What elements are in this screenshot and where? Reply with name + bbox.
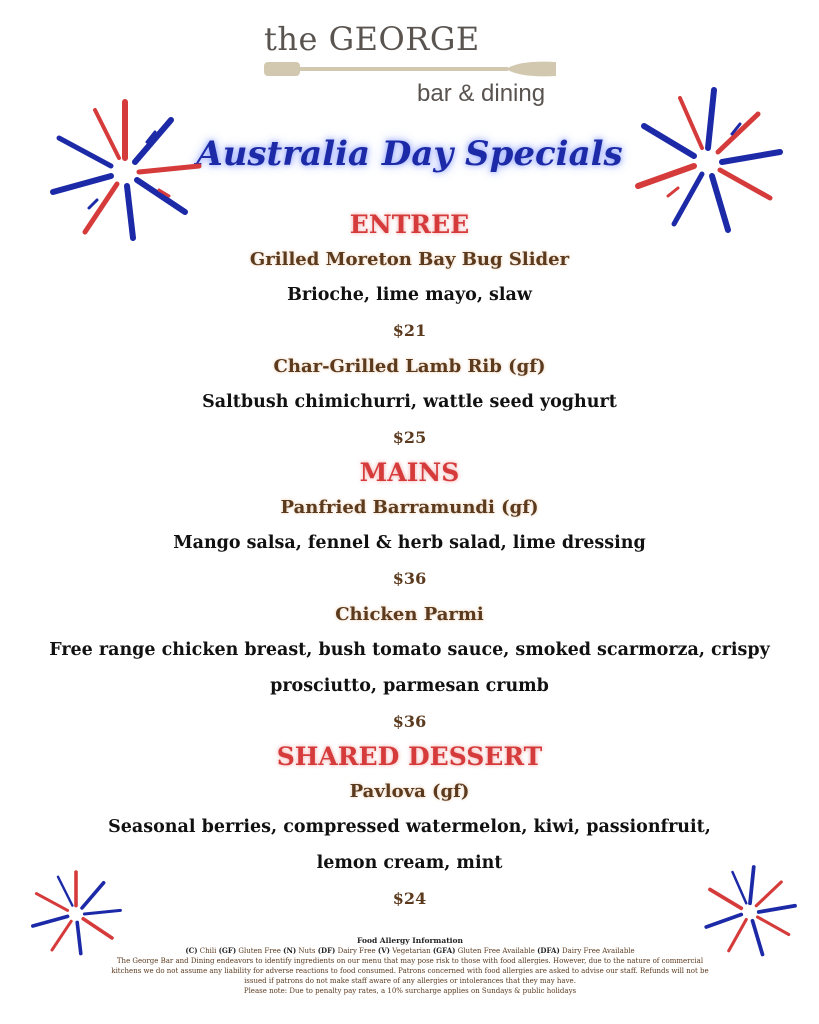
allergy-code: (DF) [317,946,336,955]
allergy-code: (C) [185,946,198,955]
dish-description: Mango salsa, fennel & herb salad, lime dressing [173,533,646,553]
section-heading-mains: MAINS [359,458,460,487]
allergy-label: Dairy Free [337,947,376,955]
page-title: Australia Day Specials [196,134,623,174]
george-logo [262,18,562,108]
allergy-codes [110,946,710,956]
section-heading-entree: ENTREE [349,210,470,239]
allergy-info [110,936,710,996]
dish-price: $36 [392,569,427,588]
allergy-label: Chili [199,947,217,955]
allergy-label: Gluten Free [238,947,281,955]
dish-description: Saltbush chimichurri, wattle seed yoghurt [202,392,617,412]
dish-description: Free range chicken breast, bush tomato sauce, smoked scarmorza, crispy prosciutto, parmesan crumb [49,640,770,696]
allergy-label: Vegetarian [392,947,431,955]
allergy-label: Dairy Free Available [562,947,635,955]
allergy-code: (N) [283,946,297,955]
dish-name: Panfried Barramundi (gf) [280,497,539,518]
allergy-disclaimer: The George Bar and Dining endeavors to identify ingredients on our menu that may pose risk to those with food allergies. However, due to the nature of commercial kitchens we do not assume any liability for adverse reactions to food consumed. Patrons concerned with food allergies are asked to advise our staff. Refunds will not be issued if patrons do not make staff aware of any allergies or intolerances that they may have. [111,957,709,985]
logo-subtitle: bar & dining [417,80,546,107]
dish-price: $36 [392,712,427,731]
logo-name: the GEORGE [264,20,480,58]
dish-description: Brioche, lime mayo, slaw [287,285,532,305]
allergy-code: (GF) [218,946,237,955]
oar-icon [262,60,558,82]
allergy-code: (GFA) [432,946,456,955]
dish-name: Pavlova (gf) [349,781,470,802]
dish-price: $24 [392,889,427,908]
dish-name: Char-Grilled Lamb Rib (gf) [273,356,546,377]
allergy-label: Nuts [298,947,316,955]
allergy-label: Gluten Free Available [457,947,535,955]
allergy-code: (V) [377,946,390,955]
dish-price: $21 [392,321,427,340]
allergy-heading: Food Allergy Information [357,936,463,945]
surcharge-note: Please note: Due to penalty pay rates, a 10% surcharge applies on Sundays & public holidays [243,987,577,995]
dish-name: Chicken Parmi [335,604,484,625]
menu [20,208,799,917]
section-heading-shared-dessert: SHARED DESSERT [276,742,543,771]
allergy-code: (DFA) [537,946,560,955]
dish-price: $25 [392,428,427,447]
dish-description: Seasonal berries, compressed watermelon, kiwi, passionfruit, lemon cream, mint [108,817,711,873]
dish-name: Grilled Moreton Bay Bug Slider [249,249,570,270]
